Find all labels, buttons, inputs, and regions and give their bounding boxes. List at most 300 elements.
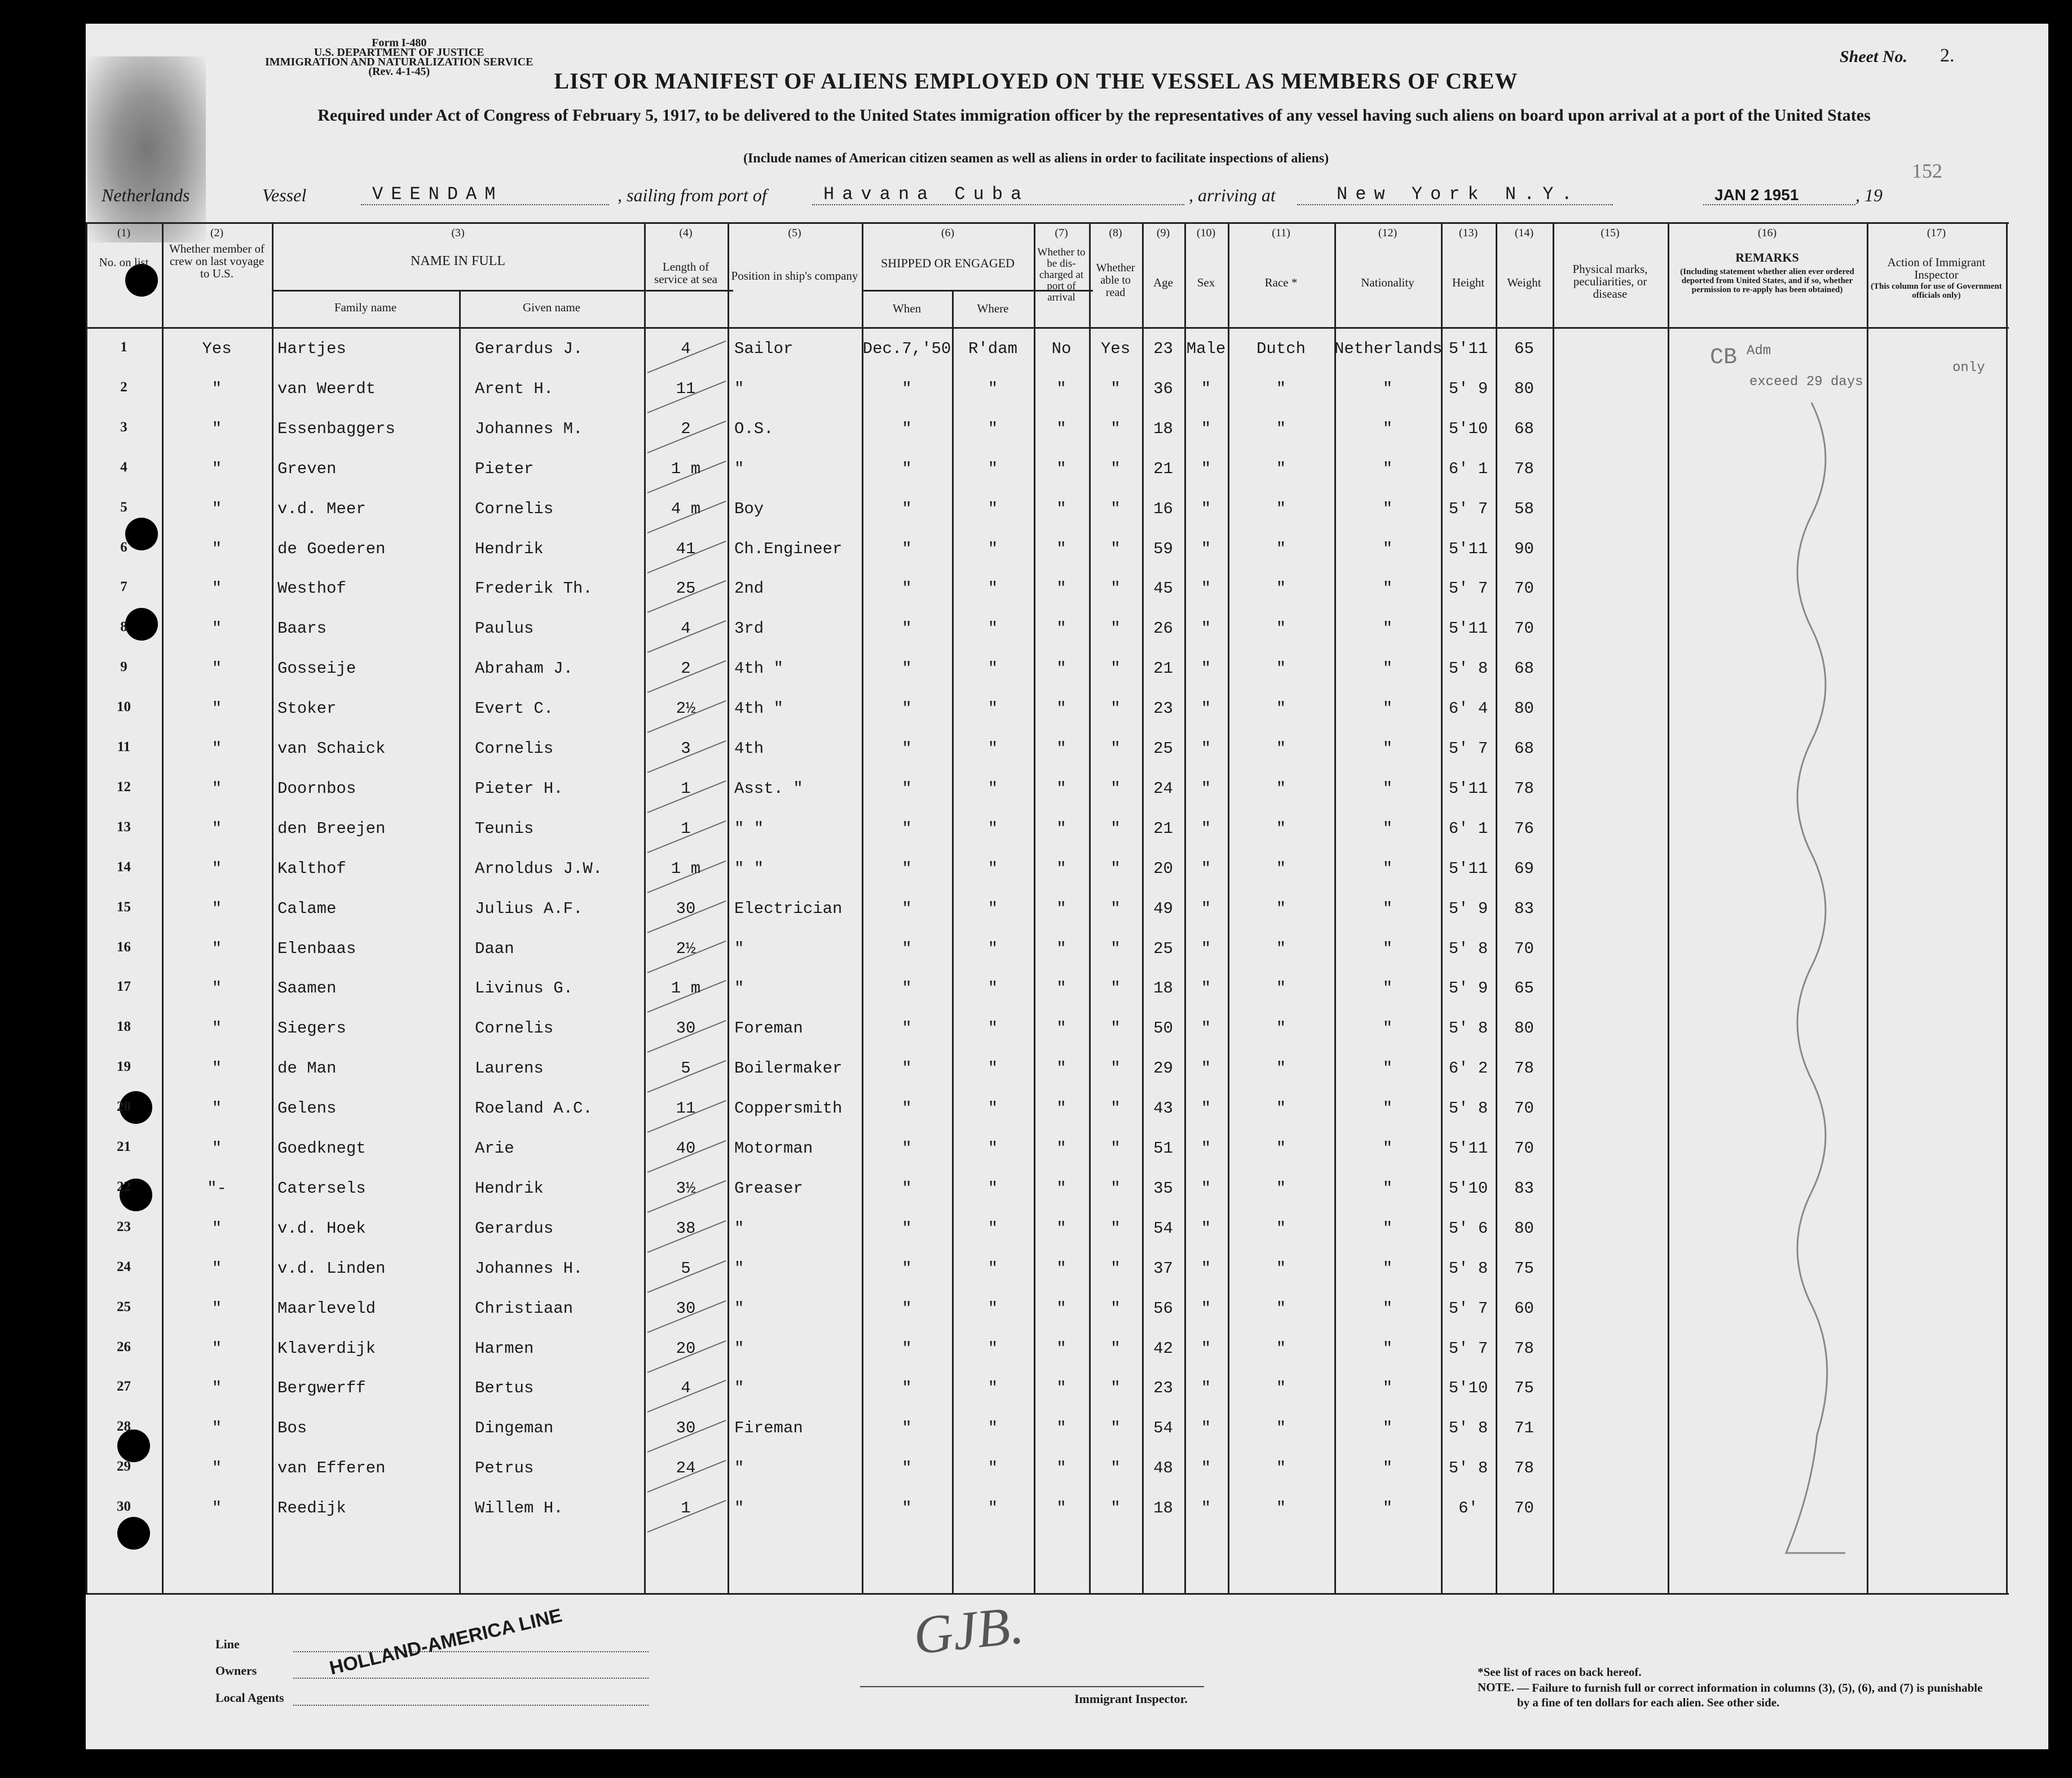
age: 48 xyxy=(1153,1459,1173,1478)
nationality: " xyxy=(1382,619,1393,638)
age: 23 xyxy=(1153,699,1173,718)
age: 18 xyxy=(1153,979,1173,998)
nationality: " xyxy=(1382,1139,1393,1158)
service-length: 11 xyxy=(676,1099,696,1118)
sex: " xyxy=(1201,739,1211,758)
service-length: 3½ xyxy=(676,1179,696,1198)
shipped-where: " xyxy=(987,619,998,638)
crew-last-voyage: " xyxy=(211,579,222,598)
remark-initials: CB xyxy=(1710,345,1738,370)
age: 23 xyxy=(1153,339,1173,358)
service-length: 1 m xyxy=(671,979,701,998)
height: 5'11 xyxy=(1448,619,1488,638)
position: " xyxy=(734,1299,744,1318)
family-name: Hartjes xyxy=(277,339,346,358)
shipped-where: " xyxy=(987,979,998,998)
nationality: " xyxy=(1382,419,1393,438)
weight: 69 xyxy=(1514,859,1534,878)
discharged: " xyxy=(1056,1059,1066,1078)
position: " xyxy=(734,979,744,998)
flag-value: Netherlands xyxy=(102,185,190,205)
age: 20 xyxy=(1153,859,1173,878)
row-number: 1 xyxy=(120,339,127,355)
height: 5'11 xyxy=(1448,1139,1488,1158)
discharged: " xyxy=(1056,1459,1066,1478)
service-length: 2½ xyxy=(676,699,696,718)
race: " xyxy=(1276,899,1286,918)
nationality: " xyxy=(1382,739,1393,758)
position: Greaser xyxy=(734,1179,803,1198)
row-number: 22 xyxy=(117,1179,131,1194)
row-number: 9 xyxy=(120,659,127,675)
weight: 90 xyxy=(1514,539,1534,558)
col-subheader: Given name xyxy=(522,301,581,314)
shipped-where: " xyxy=(987,739,998,758)
family-name: den Breejen xyxy=(277,819,386,838)
weight: 78 xyxy=(1514,1059,1534,1078)
year-label: , 19 xyxy=(1855,185,1883,205)
service: IMMIGRATION AND NATURALIZATION SERVICE xyxy=(265,56,534,68)
arrival-date: JAN 2 1951 xyxy=(1714,186,1799,204)
row-number: 16 xyxy=(117,939,131,955)
shipped-when: " xyxy=(902,699,912,718)
discharged: " xyxy=(1056,659,1066,678)
race: " xyxy=(1276,1059,1286,1078)
height: 5' 8 xyxy=(1448,1259,1488,1278)
discharged: " xyxy=(1056,899,1066,918)
nationality: " xyxy=(1382,1299,1393,1318)
race: Dutch xyxy=(1256,339,1306,358)
nationality: " xyxy=(1382,779,1393,798)
shipped-where: " xyxy=(987,899,998,918)
sex: " xyxy=(1201,859,1211,878)
shipped-when: " xyxy=(902,1139,912,1158)
service-length: 4 m xyxy=(671,499,701,518)
row-number: 21 xyxy=(117,1139,131,1154)
col-num: (13) xyxy=(1458,227,1478,239)
age: 36 xyxy=(1153,379,1173,398)
crew-last-voyage: " xyxy=(211,939,222,958)
crew-last-voyage: " xyxy=(211,1379,222,1398)
height: 5' 8 xyxy=(1448,1099,1488,1118)
service-length: 30 xyxy=(676,1299,696,1318)
shipped-when: " xyxy=(902,739,912,758)
nationality: " xyxy=(1382,659,1393,678)
line-label: Line xyxy=(215,1637,240,1651)
discharged: " xyxy=(1056,419,1066,438)
family-name: Baars xyxy=(277,619,327,638)
shipped-when: " xyxy=(902,1219,912,1238)
crew-last-voyage: " xyxy=(211,419,222,438)
service-length: 1 m xyxy=(671,459,701,478)
shipped-when: " xyxy=(902,1179,912,1198)
discharged: " xyxy=(1056,939,1066,958)
discharged: " xyxy=(1056,1299,1066,1318)
col-num: (6) xyxy=(941,227,955,239)
sex: " xyxy=(1201,1299,1211,1318)
row-number: 12 xyxy=(117,779,131,795)
race: " xyxy=(1276,779,1286,798)
weight: 65 xyxy=(1514,979,1534,998)
height: 5'11 xyxy=(1448,779,1488,798)
nationality: " xyxy=(1382,1099,1393,1118)
row-number: 15 xyxy=(117,899,131,915)
service-length: 1 xyxy=(681,779,691,798)
page-stamp: 152 xyxy=(1912,160,1942,182)
given-name: Gerardus xyxy=(475,1219,554,1238)
given-name: Cornelis xyxy=(475,739,554,758)
height: 6' 2 xyxy=(1448,1059,1488,1078)
service-length: 2 xyxy=(681,419,691,438)
row-number: 4 xyxy=(120,459,127,475)
shipped-when: " xyxy=(902,419,912,438)
weight: 68 xyxy=(1514,659,1534,678)
race: " xyxy=(1276,1459,1286,1478)
position: 3rd xyxy=(734,619,764,638)
row-number: 23 xyxy=(117,1219,131,1234)
age: 23 xyxy=(1153,1379,1173,1398)
family-name: Reedijk xyxy=(277,1499,346,1518)
able-to-read: " xyxy=(1110,739,1121,758)
weight: 80 xyxy=(1514,1219,1534,1238)
service-length: 2½ xyxy=(676,939,696,958)
age: 54 xyxy=(1153,1219,1173,1238)
service-length: 4 xyxy=(681,619,691,638)
able-to-read: " xyxy=(1110,1459,1121,1478)
given-name: Paulus xyxy=(475,619,534,638)
age: 49 xyxy=(1153,899,1173,918)
shipped-where: " xyxy=(987,1099,998,1118)
height: 5' 9 xyxy=(1448,379,1488,398)
col-header: Length of service at sea xyxy=(654,260,717,286)
row-number: 10 xyxy=(117,699,131,715)
family-name: v.d. Meer xyxy=(277,499,366,518)
service-length: 1 m xyxy=(671,859,701,878)
col-num: (15) xyxy=(1601,227,1620,239)
col-header: Action of Immigrant Inspector xyxy=(1887,255,1986,281)
col-num: (11) xyxy=(1272,227,1290,239)
discharged: " xyxy=(1056,539,1066,558)
crew-last-voyage: " xyxy=(211,379,222,398)
col-num: (4) xyxy=(679,227,693,239)
shipped-where: " xyxy=(987,1179,998,1198)
position: Boilermaker xyxy=(734,1059,843,1078)
able-to-read: " xyxy=(1110,1259,1121,1278)
able-to-read: " xyxy=(1110,699,1121,718)
col-num: (9) xyxy=(1156,227,1170,239)
col-header: Age xyxy=(1153,276,1173,289)
family-name: Elenbaas xyxy=(277,939,356,958)
sex: " xyxy=(1201,419,1211,438)
sex: " xyxy=(1201,1059,1211,1078)
crew-table xyxy=(86,222,2009,1594)
height: 5' 7 xyxy=(1448,739,1488,758)
shipped-where: " xyxy=(987,1299,998,1318)
form-number: Form I-480 xyxy=(372,37,427,49)
shipped-when: " xyxy=(902,659,912,678)
able-to-read: " xyxy=(1110,579,1121,598)
age: 37 xyxy=(1153,1259,1173,1278)
sex: " xyxy=(1201,1179,1211,1198)
position: O.S. xyxy=(734,419,774,438)
shipped-when: " xyxy=(902,899,912,918)
shipped-where: " xyxy=(987,1259,998,1278)
race: " xyxy=(1276,379,1286,398)
discharged: " xyxy=(1056,1379,1066,1398)
crew-last-voyage: " xyxy=(211,1499,222,1518)
able-to-read: " xyxy=(1110,1059,1121,1078)
discharged: " xyxy=(1056,579,1066,598)
row-number: 11 xyxy=(117,739,131,755)
able-to-read: " xyxy=(1110,619,1121,638)
department: U.S. DEPARTMENT OF JUSTICE xyxy=(314,46,484,59)
race: " xyxy=(1276,1299,1286,1318)
col-num: (8) xyxy=(1109,227,1122,239)
position: Sailor xyxy=(734,339,793,358)
discharged: " xyxy=(1056,619,1066,638)
position: " " xyxy=(734,819,764,838)
height: 5' 9 xyxy=(1448,979,1488,998)
age: 25 xyxy=(1153,739,1173,758)
given-name: Harmen xyxy=(475,1339,534,1358)
vessel-label: Vessel xyxy=(262,185,307,205)
family-name: de Man xyxy=(277,1059,337,1078)
family-name: Stoker xyxy=(277,699,337,718)
given-name: Gerardus J. xyxy=(475,339,583,358)
shipped-where: " xyxy=(987,1379,998,1398)
nationality: " xyxy=(1382,899,1393,918)
shipped-when: " xyxy=(902,1459,912,1478)
service-length: 5 xyxy=(681,1259,691,1278)
row-number: 8 xyxy=(120,619,127,635)
position: " " xyxy=(734,859,764,878)
crew-last-voyage: " xyxy=(211,1419,222,1438)
position: " xyxy=(734,939,744,958)
height: 5' 6 xyxy=(1448,1219,1488,1238)
crew-last-voyage: " xyxy=(211,499,222,518)
discharged: " xyxy=(1056,779,1066,798)
row-number: 3 xyxy=(120,419,127,435)
race: " xyxy=(1276,459,1286,478)
shipped-when: " xyxy=(902,819,912,838)
family-name: Bos xyxy=(277,1419,307,1438)
nationality: " xyxy=(1382,1419,1393,1438)
service-length: 1 xyxy=(681,1499,691,1518)
crew-last-voyage: " xyxy=(211,1459,222,1478)
crew-last-voyage: " xyxy=(211,1339,222,1358)
discharged: " xyxy=(1056,1179,1066,1198)
family-name: Saamen xyxy=(277,979,337,998)
crew-last-voyage: " xyxy=(211,1019,222,1038)
given-name: Dingeman xyxy=(475,1419,554,1438)
row-number: 28 xyxy=(117,1419,131,1435)
shipped-when: " xyxy=(902,1099,912,1118)
age: 56 xyxy=(1153,1299,1173,1318)
sex: " xyxy=(1201,379,1211,398)
row-number: 30 xyxy=(117,1499,131,1515)
service-length: 11 xyxy=(676,379,696,398)
discharged: " xyxy=(1056,1019,1066,1038)
crew-last-voyage: " xyxy=(211,1259,222,1278)
departure-port: Havana Cuba xyxy=(823,184,1030,205)
arriving-label: , arriving at xyxy=(1189,185,1276,205)
shipped-when: " xyxy=(902,1259,912,1278)
nationality: " xyxy=(1382,859,1393,878)
sex: " xyxy=(1201,1219,1211,1238)
height: 5'11 xyxy=(1448,539,1488,558)
col-subnote: (This column for use of Government officials only) xyxy=(1871,282,2002,300)
sex: " xyxy=(1201,459,1211,478)
race: " xyxy=(1276,1179,1286,1198)
discharged: " xyxy=(1056,1099,1066,1118)
col-header: NAME IN FULL xyxy=(411,254,505,268)
sex: " xyxy=(1201,1099,1211,1118)
row-number: 14 xyxy=(117,859,131,875)
race: " xyxy=(1276,699,1286,718)
row-number: 2 xyxy=(120,379,127,395)
race: " xyxy=(1276,1259,1286,1278)
height: 6' xyxy=(1458,1499,1478,1518)
height: 5' 8 xyxy=(1448,1459,1488,1478)
able-to-read: " xyxy=(1110,539,1121,558)
service-length: 24 xyxy=(676,1459,696,1478)
height: 5' 9 xyxy=(1448,899,1488,918)
shipped-when: " xyxy=(902,1499,912,1518)
age: 21 xyxy=(1153,819,1173,838)
race: " xyxy=(1276,739,1286,758)
position: 4th xyxy=(734,739,764,758)
agents-label: Local Agents xyxy=(215,1691,284,1705)
weight: 75 xyxy=(1514,1259,1534,1278)
shipped-when: " xyxy=(902,1019,912,1038)
age: 42 xyxy=(1153,1339,1173,1358)
row-number: 13 xyxy=(117,819,131,835)
family-name: Essenbaggers xyxy=(277,419,395,438)
able-to-read: " xyxy=(1110,899,1121,918)
shipped-where: " xyxy=(987,419,998,438)
family-name: Kalthof xyxy=(277,859,346,878)
height: 5' 8 xyxy=(1448,939,1488,958)
nationality: " xyxy=(1382,1339,1393,1358)
family-name: Calame xyxy=(277,899,337,918)
given-name: Abraham J. xyxy=(475,659,574,678)
race: " xyxy=(1276,1219,1286,1238)
age: 45 xyxy=(1153,579,1173,598)
weight: 60 xyxy=(1514,1299,1534,1318)
given-name: Arie xyxy=(475,1139,514,1158)
sex: " xyxy=(1201,539,1211,558)
col-num: (17) xyxy=(1926,227,1946,239)
shipped-where: " xyxy=(987,1419,998,1438)
height: 5' 7 xyxy=(1448,579,1488,598)
sex: " xyxy=(1201,1459,1211,1478)
crew-last-voyage: " xyxy=(211,739,222,758)
able-to-read: " xyxy=(1110,459,1121,478)
sex: " xyxy=(1201,1499,1211,1518)
inspector-signature: GJB. xyxy=(910,1594,1026,1666)
shipped-where: " xyxy=(987,939,998,958)
weight: 68 xyxy=(1514,739,1534,758)
weight: 80 xyxy=(1514,699,1534,718)
family-name: v.d. Hoek xyxy=(277,1219,366,1238)
shipped-where: " xyxy=(987,779,998,798)
row-number: 7 xyxy=(120,579,127,595)
crew-last-voyage: " xyxy=(211,1099,222,1118)
revision: (Rev. 4-1-45) xyxy=(368,65,430,78)
race: " xyxy=(1276,1419,1286,1438)
given-name: Cornelis xyxy=(475,499,554,518)
shipped-when: " xyxy=(902,1419,912,1438)
able-to-read: " xyxy=(1110,419,1121,438)
shipped-where: " xyxy=(987,1059,998,1078)
company-stamp: HOLLAND-AMERICA LINE xyxy=(327,1604,565,1679)
inspector-label: Immigrant Inspector. xyxy=(1074,1692,1188,1706)
family-name: Greven xyxy=(277,459,337,478)
given-name: Laurens xyxy=(475,1059,544,1078)
discharged: " xyxy=(1056,819,1066,838)
shipped-where: " xyxy=(987,1339,998,1358)
discharged: " xyxy=(1056,1339,1066,1358)
crew-last-voyage: " xyxy=(211,1059,222,1078)
nationality: " xyxy=(1382,1179,1393,1198)
col-subheader: Where xyxy=(977,302,1009,315)
shipped-when: " xyxy=(902,459,912,478)
weight: 58 xyxy=(1514,499,1534,518)
weight: 75 xyxy=(1514,1379,1534,1398)
position: Foreman xyxy=(734,1019,803,1038)
age: 50 xyxy=(1153,1019,1173,1038)
arrival-port: New York N.Y. xyxy=(1337,184,1580,205)
given-name: Julius A.F. xyxy=(475,899,583,918)
given-name: Hendrik xyxy=(475,1179,544,1198)
row-number: 6 xyxy=(120,539,127,555)
shipped-where: " xyxy=(987,659,998,678)
col-num: (2) xyxy=(210,227,224,239)
race: " xyxy=(1276,1339,1286,1358)
discharged: " xyxy=(1056,379,1066,398)
able-to-read: " xyxy=(1110,819,1121,838)
height: 5'10 xyxy=(1448,1179,1488,1198)
given-name: Willem H. xyxy=(475,1499,563,1518)
age: 24 xyxy=(1153,779,1173,798)
nationality: " xyxy=(1382,1499,1393,1518)
position: Ch.Engineer xyxy=(734,539,843,558)
service-length: 4 xyxy=(681,1379,691,1398)
height: 6' 1 xyxy=(1448,459,1488,478)
col-num: (1) xyxy=(117,227,131,239)
nationality: " xyxy=(1382,579,1393,598)
col-header: Position in ship's company xyxy=(731,269,858,283)
weight: 68 xyxy=(1514,419,1534,438)
nationality: " xyxy=(1382,539,1393,558)
crew-last-voyage: " xyxy=(211,539,222,558)
given-name: Petrus xyxy=(475,1459,534,1478)
shipped-where: " xyxy=(987,539,998,558)
position: 4th " xyxy=(734,699,784,718)
discharged: " xyxy=(1056,1419,1066,1438)
position: " xyxy=(734,1459,744,1478)
shipped-when: " xyxy=(902,499,912,518)
service-length: 1 xyxy=(681,819,691,838)
sex: " xyxy=(1201,1259,1211,1278)
given-name: Arent H. xyxy=(475,379,554,398)
age: 59 xyxy=(1153,539,1173,558)
sex: " xyxy=(1201,659,1211,678)
family-name: de Goederen xyxy=(277,539,386,558)
able-to-read: " xyxy=(1110,1019,1121,1038)
service-length: 30 xyxy=(676,1419,696,1438)
discharged: " xyxy=(1056,699,1066,718)
